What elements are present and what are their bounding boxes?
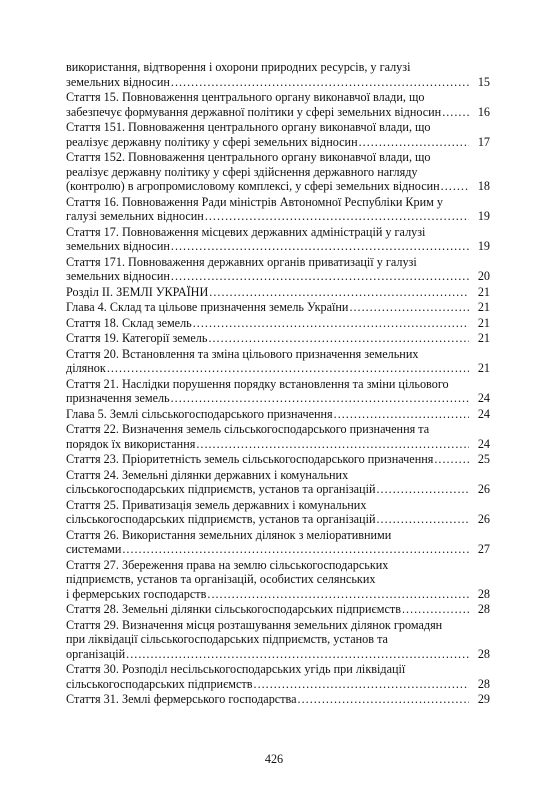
- toc-entry-line: Глава 4. Склад та цільове призначення земель України: [66, 300, 349, 314]
- dot-leader: [377, 512, 470, 527]
- toc-entry-line: земельних відносин: [66, 239, 170, 253]
- toc-entry-line: Стаття 22. Визначення земель сільськогосподарського призначення та: [66, 422, 430, 436]
- toc-entry: [66, 331, 490, 346]
- toc-page-number: 18: [477, 179, 490, 193]
- dot-leader: [171, 269, 469, 284]
- toc-page-number: 25: [477, 452, 490, 466]
- dot-leader: [193, 316, 469, 331]
- dot-leader: [205, 209, 469, 224]
- dot-leader: [334, 407, 469, 422]
- toc-entry-line: використання, відтворення і охорони природних ресурсів, у галузі: [66, 60, 411, 74]
- toc-entry-line: (контролю) в агропромисловому комплексі, у сфері земельних відносин: [66, 179, 440, 193]
- toc-entry: [66, 422, 490, 451]
- toc-entry-line: сільськогосподарських підприємств, установ та організацій: [66, 512, 376, 526]
- toc-entry-line: і фермерських господарств: [66, 586, 207, 601]
- toc-entry: [66, 225, 490, 254]
- toc-entry: [66, 452, 490, 467]
- toc-entry-line: Стаття 16. Повноваження Ради міністрів Автономної Республіки Крим у: [66, 194, 444, 209]
- toc-entry: [66, 602, 490, 617]
- dot-leader: [434, 452, 469, 467]
- toc-entry-line: сільськогосподарських підприємств: [66, 676, 253, 691]
- toc-page-number: 21: [477, 284, 490, 299]
- toc-entry-line: Розділ II. ЗЕМЛІ УКРАЇНИ: [66, 284, 209, 299]
- toc-entry-last-line: [66, 512, 470, 527]
- dot-leader: [442, 105, 469, 120]
- toc-entry-line: реалізує державну політику у сфері земельних відносин: [66, 134, 358, 149]
- table-of-contents: [66, 60, 490, 708]
- toc-entry-line: організацій: [66, 646, 126, 661]
- toc-page-number: 26: [477, 512, 490, 526]
- toc-entry-line: Стаття 29. Визначення місця розташування земельних ділянок громадян: [66, 617, 443, 632]
- dot-leader: [207, 587, 469, 602]
- toc-entry-line: призначення земель: [66, 391, 170, 405]
- toc-page-number: 24: [477, 406, 490, 421]
- toc-entry: [66, 316, 490, 331]
- toc-entry-last-line: [66, 135, 470, 150]
- toc-page-number: 21: [477, 331, 490, 345]
- toc-page-number: 19: [477, 209, 490, 223]
- toc-entry-last-line: [66, 179, 470, 194]
- toc-entry-line: Стаття 30. Розподіл несільськогосподарських угідь при ліквідації: [66, 662, 406, 676]
- page-number: 426: [264, 752, 284, 766]
- toc-page-number: 21: [477, 361, 490, 375]
- toc-entry-line: Стаття 26. Використання земельних ділянок з меліоративними: [66, 527, 392, 542]
- dot-leader: [107, 361, 469, 376]
- toc-entry: [66, 662, 490, 691]
- toc-entry-last-line: [66, 482, 470, 497]
- toc-entry-line: Стаття 25. Приватизація земель державних і комунальних: [66, 497, 367, 512]
- toc-entry: [66, 498, 490, 527]
- toc-entry: [66, 468, 490, 497]
- toc-entry-line: Стаття 171. Повноваження державних органів приватизації у галузі: [66, 254, 417, 269]
- toc-entry: [66, 150, 490, 194]
- toc-entry: [66, 407, 490, 422]
- dot-leader: [298, 692, 469, 707]
- dot-leader: [208, 331, 469, 346]
- toc-entry-line: Стаття 28. Земельні ділянки сільськогосподарських підприємств: [66, 602, 401, 616]
- toc-entry-line: Стаття 27. Збереження права на землю сільськогосподарських: [66, 557, 389, 572]
- toc-page-number: 27: [477, 542, 490, 556]
- toc-page-number: 24: [477, 391, 490, 405]
- toc-page-number: 28: [477, 676, 490, 691]
- toc-page-number: 26: [477, 482, 490, 496]
- dot-leader: [171, 391, 469, 406]
- dot-leader: [441, 179, 469, 194]
- dot-leader: [171, 239, 469, 254]
- toc-entry-line: забезпечує формування державної політики у сфері земельних відносин: [66, 104, 442, 119]
- dot-leader: [402, 602, 469, 617]
- toc-entry-last-line: [66, 285, 470, 300]
- toc-entry-line: Стаття 19. Категорії земель: [66, 331, 208, 345]
- toc-entry-line: Стаття 151. Повноваження центрального органу виконавчої влади, що: [66, 120, 431, 134]
- toc-entry-line: земельних відносин: [66, 269, 170, 283]
- toc-entry: [66, 347, 490, 376]
- toc-page-number: 17: [477, 134, 490, 149]
- toc-entry-line: Стаття 21. Наслідки порушення порядку встановлення та зміни цільового: [66, 376, 449, 391]
- dot-leader: [209, 285, 469, 300]
- toc-entry-line: сільськогосподарських підприємств, установ та організацій: [66, 482, 376, 496]
- toc-entry-last-line: [66, 300, 470, 315]
- toc-entry-last-line: [66, 75, 470, 90]
- toc-entry-last-line: [66, 452, 470, 467]
- toc-page-number: 16: [477, 104, 490, 119]
- toc-page-number: 15: [477, 74, 490, 89]
- toc-entry-last-line: [66, 316, 470, 331]
- toc-entry-last-line: [66, 209, 470, 224]
- toc-entry: [66, 528, 490, 557]
- dot-leader: [171, 75, 469, 90]
- toc-entry-last-line: [66, 647, 470, 662]
- dot-leader: [126, 647, 469, 662]
- toc-entry-line: Стаття 17. Повноваження місцевих державних адміністрацій у галузі: [66, 224, 426, 239]
- toc-entry-line: Стаття 152. Повноваження центрального органу виконавчої влади, що: [66, 150, 431, 164]
- toc-page-number: 21: [477, 315, 490, 330]
- toc-entry-line: при ліквідації сільськогосподарських підприємств, установ та: [66, 632, 388, 646]
- toc-entry-last-line: [66, 692, 470, 707]
- toc-entry-line: земельних відносин: [66, 74, 170, 89]
- toc-entry-line: ділянок: [66, 361, 106, 375]
- toc-entry: [66, 285, 490, 300]
- toc-page-number: 28: [477, 646, 490, 661]
- toc-page-number: 29: [477, 692, 490, 706]
- toc-entry: [66, 692, 490, 707]
- toc-entry-line: Стаття 15. Повноваження центрального органу виконавчої влади, що: [66, 90, 425, 104]
- toc-entry-line: підприємств, установ та організацій, особистих селянських: [66, 572, 376, 586]
- toc-entry-line: Глава 5. Землі сільськогосподарського призначення: [66, 406, 333, 421]
- dot-leader: [377, 482, 470, 497]
- toc-entry-last-line: [66, 587, 470, 602]
- toc-entry-last-line: [66, 542, 470, 557]
- toc-entry: [66, 120, 490, 149]
- toc-page-number: 21: [477, 300, 490, 314]
- toc-page-number: 20: [477, 269, 490, 283]
- toc-entry-last-line: [66, 407, 470, 422]
- toc-entry-last-line: [66, 239, 470, 254]
- toc-entry-line: галузі земельних відносин: [66, 209, 204, 223]
- toc-entry-last-line: [66, 361, 470, 376]
- toc-entry: [66, 255, 490, 284]
- dot-leader: [359, 135, 469, 150]
- toc-entry-line: порядок їх використання: [66, 436, 196, 451]
- toc-entry-line: Стаття 20. Встановлення та зміна цільового призначення земельних: [66, 346, 419, 361]
- toc-entry-line: Стаття 31. Землі фермерського господарства: [66, 692, 297, 706]
- dot-leader: [196, 437, 469, 452]
- toc-page-number: 28: [477, 586, 490, 601]
- toc-page-number: 19: [477, 239, 490, 253]
- toc-entry: [66, 300, 490, 315]
- toc-entry-line: Стаття 18. Склад земель: [66, 315, 192, 330]
- toc-entry-line: реалізує державну політику у сфері здійснення державного нагляду: [66, 164, 418, 179]
- toc-entry-line: Стаття 23. Пріоритетність земель сільськогосподарського призначення: [66, 452, 434, 466]
- toc-entry-line: Стаття 24. Земельні ділянки державних і комунальних: [66, 467, 349, 482]
- toc-entry-last-line: [66, 105, 470, 120]
- toc-entry: [66, 195, 490, 224]
- dot-leader: [122, 542, 469, 557]
- toc-entry: [66, 558, 490, 602]
- dot-leader: [254, 677, 469, 692]
- toc-entry-last-line: [66, 437, 470, 452]
- toc-entry-line: системами: [66, 542, 122, 556]
- toc-entry: [66, 377, 490, 406]
- toc-page-number: 28: [477, 602, 490, 616]
- toc-entry-last-line: [66, 391, 470, 406]
- toc-entry: [66, 60, 490, 89]
- toc-entry-last-line: [66, 677, 470, 692]
- toc-page-number: 24: [477, 436, 490, 451]
- toc-entry: [66, 90, 490, 119]
- toc-entry-last-line: [66, 331, 470, 346]
- dot-leader: [349, 300, 469, 315]
- toc-entry-last-line: [66, 269, 470, 284]
- toc-entry: [66, 618, 490, 662]
- toc-entry-last-line: [66, 602, 470, 617]
